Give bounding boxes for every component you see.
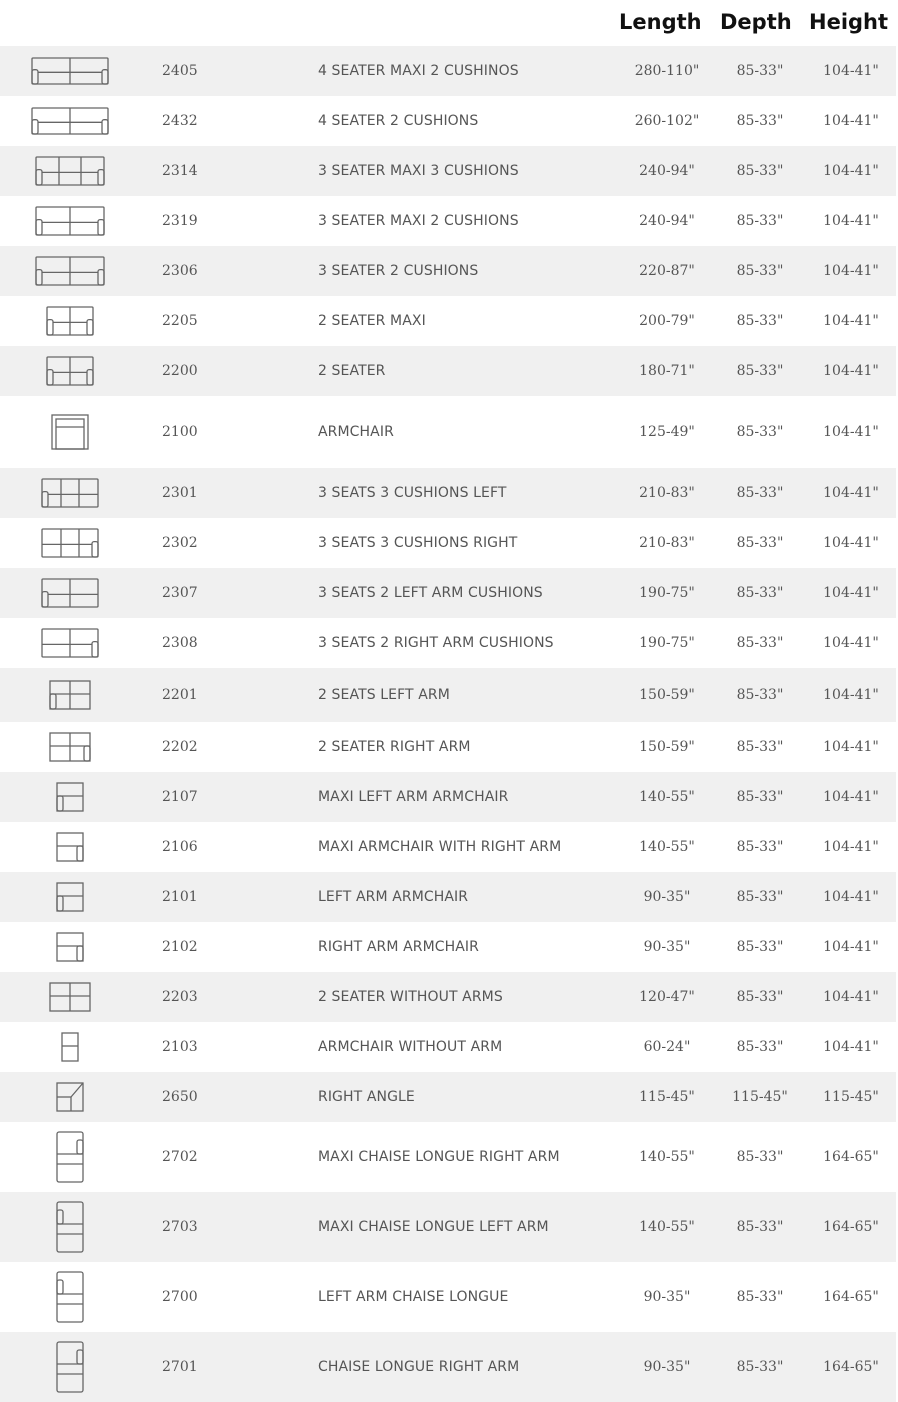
product-code: 2103 bbox=[162, 1039, 198, 1055]
product-name: 4 SEATER 2 CUSHIONS bbox=[318, 113, 479, 129]
chaise-longue-left-arm-icon bbox=[0, 1262, 140, 1332]
sofa-4-seater-2-cushion-icon bbox=[0, 96, 140, 146]
table-row bbox=[0, 872, 896, 922]
depth-cell: 85-33" bbox=[736, 889, 784, 905]
depth-header: Depth bbox=[720, 10, 792, 34]
product-name: ARMCHAIR bbox=[318, 424, 394, 440]
table-row bbox=[0, 1332, 896, 1402]
product-code: 2202 bbox=[162, 739, 198, 755]
height-cell: 104-41" bbox=[823, 585, 879, 601]
product-code: 2101 bbox=[162, 889, 198, 905]
length-cell: 120-47" bbox=[639, 989, 695, 1005]
height-cell: 104-41" bbox=[823, 113, 879, 129]
product-name: MAXI LEFT ARM ARMCHAIR bbox=[318, 789, 509, 805]
product-table bbox=[0, 46, 898, 1402]
sofa-3-seater-2-cushion-icon bbox=[0, 196, 140, 246]
armchair-icon bbox=[0, 396, 140, 468]
length-cell: 150-59" bbox=[639, 687, 695, 703]
two-seats-right-arm-icon bbox=[0, 722, 140, 772]
table-row bbox=[0, 668, 896, 722]
three-seats-2-cushion-right-arm-icon bbox=[0, 618, 140, 668]
height-cell: 104-41" bbox=[823, 989, 879, 1005]
product-name: LEFT ARM CHAISE LONGUE bbox=[318, 1289, 509, 1305]
depth-cell: 85-33" bbox=[736, 939, 784, 955]
product-code: 2314 bbox=[162, 163, 198, 179]
three-seats-left-arm-icon bbox=[0, 468, 140, 518]
product-code: 2201 bbox=[162, 687, 198, 703]
length-cell: 210-83" bbox=[639, 535, 695, 551]
table-row bbox=[0, 922, 896, 972]
depth-cell: 85-33" bbox=[736, 535, 784, 551]
armchair-left-arm-icon bbox=[0, 872, 140, 922]
two-seats-no-arms-icon bbox=[0, 972, 140, 1022]
length-cell: 140-55" bbox=[639, 1219, 695, 1235]
depth-cell: 85-33" bbox=[736, 1219, 784, 1235]
length-cell: 150-59" bbox=[639, 739, 695, 755]
depth-cell: 85-33" bbox=[736, 485, 784, 501]
product-name: 3 SEATS 3 CUSHIONS RIGHT bbox=[318, 535, 518, 551]
product-name: 3 SEATER 2 CUSHIONS bbox=[318, 263, 479, 279]
height-cell: 104-41" bbox=[823, 687, 879, 703]
height-cell: 104-41" bbox=[823, 889, 879, 905]
height-cell: 104-41" bbox=[823, 939, 879, 955]
height-cell: 104-41" bbox=[823, 363, 879, 379]
depth-cell: 85-33" bbox=[736, 1359, 784, 1375]
armchair-right-arm-icon bbox=[0, 922, 140, 972]
table-row bbox=[0, 468, 896, 518]
product-name: MAXI CHAISE LONGUE LEFT ARM bbox=[318, 1219, 549, 1235]
depth-cell: 85-33" bbox=[736, 789, 784, 805]
height-cell: 164-65" bbox=[823, 1359, 879, 1375]
product-name: CHAISE LONGUE RIGHT ARM bbox=[318, 1359, 520, 1375]
table-row bbox=[0, 296, 896, 346]
table-row bbox=[0, 196, 896, 246]
height-cell: 164-65" bbox=[823, 1219, 879, 1235]
depth-cell: 85-33" bbox=[736, 1039, 784, 1055]
depth-cell: 85-33" bbox=[736, 263, 784, 279]
product-name: 3 SEATER MAXI 2 CUSHIONS bbox=[318, 213, 519, 229]
two-seats-left-arm-icon bbox=[0, 668, 140, 722]
depth-cell: 85-33" bbox=[736, 363, 784, 379]
length-cell: 60-24" bbox=[643, 1039, 691, 1055]
depth-cell: 85-33" bbox=[736, 63, 784, 79]
product-code: 2203 bbox=[162, 989, 198, 1005]
length-cell: 140-55" bbox=[639, 839, 695, 855]
depth-cell: 85-33" bbox=[736, 313, 784, 329]
product-code: 2432 bbox=[162, 113, 198, 129]
sofa-3-seater-2-cushion-icon bbox=[0, 246, 140, 296]
product-code: 2306 bbox=[162, 263, 198, 279]
length-cell: 240-94" bbox=[639, 163, 695, 179]
sofa-3-seater-3-cushion-icon bbox=[0, 146, 140, 196]
table-row bbox=[0, 96, 896, 146]
height-cell: 164-65" bbox=[823, 1149, 879, 1165]
product-code: 2200 bbox=[162, 363, 198, 379]
length-cell: 240-94" bbox=[639, 213, 695, 229]
length-cell: 200-79" bbox=[639, 313, 695, 329]
three-seats-2-cushion-left-arm-icon bbox=[0, 568, 140, 618]
length-cell: 190-75" bbox=[639, 635, 695, 651]
table-row bbox=[0, 1192, 896, 1262]
chaise-longue-right-arm-icon bbox=[0, 1332, 140, 1402]
product-name: MAXI ARMCHAIR WITH RIGHT ARM bbox=[318, 839, 562, 855]
length-cell: 210-83" bbox=[639, 485, 695, 501]
product-name: 3 SEATS 3 CUSHIONS LEFT bbox=[318, 485, 507, 501]
product-code: 2701 bbox=[162, 1359, 198, 1375]
table-row bbox=[0, 722, 896, 772]
length-cell: 180-71" bbox=[639, 363, 695, 379]
depth-cell: 85-33" bbox=[736, 687, 784, 703]
depth-cell: 85-33" bbox=[736, 213, 784, 229]
length-cell: 140-55" bbox=[639, 789, 695, 805]
table-row bbox=[0, 822, 896, 872]
table-row bbox=[0, 1122, 896, 1192]
product-code: 2102 bbox=[162, 939, 198, 955]
product-code: 2307 bbox=[162, 585, 198, 601]
height-cell: 104-41" bbox=[823, 635, 879, 651]
product-code: 2205 bbox=[162, 313, 198, 329]
length-cell: 280-110" bbox=[634, 63, 700, 79]
height-header: Height bbox=[809, 10, 889, 34]
depth-cell: 85-33" bbox=[736, 635, 784, 651]
product-code: 2703 bbox=[162, 1219, 198, 1235]
depth-cell: 85-33" bbox=[736, 1149, 784, 1165]
right-angle-corner-icon bbox=[0, 1072, 140, 1122]
height-cell: 104-41" bbox=[823, 789, 879, 805]
product-code: 2100 bbox=[162, 424, 198, 440]
table-row bbox=[0, 1072, 896, 1122]
product-code: 2650 bbox=[162, 1089, 198, 1105]
product-code: 2308 bbox=[162, 635, 198, 651]
product-name: 3 SEATS 2 LEFT ARM CUSHIONS bbox=[318, 585, 543, 601]
table-row bbox=[0, 396, 896, 468]
depth-cell: 85-33" bbox=[736, 163, 784, 179]
product-code: 2301 bbox=[162, 485, 198, 501]
depth-cell: 85-33" bbox=[736, 989, 784, 1005]
product-name: 3 SEATER MAXI 3 CUSHIONS bbox=[318, 163, 519, 179]
product-name: 2 SEATER bbox=[318, 363, 386, 379]
table-row bbox=[0, 246, 896, 296]
product-name: 3 SEATS 2 RIGHT ARM CUSHIONS bbox=[318, 635, 554, 651]
depth-cell: 85-33" bbox=[736, 739, 784, 755]
table-row bbox=[0, 618, 896, 668]
sofa-2-seater-icon bbox=[0, 296, 140, 346]
length-cell: 90-35" bbox=[643, 1359, 691, 1375]
table-row bbox=[0, 518, 896, 568]
height-cell: 104-41" bbox=[823, 313, 879, 329]
table-row bbox=[0, 46, 896, 96]
product-name: RIGHT ARM ARMCHAIR bbox=[318, 939, 479, 955]
length-cell: 125-49" bbox=[639, 424, 695, 440]
length-cell: 90-35" bbox=[643, 889, 691, 905]
table-header bbox=[0, 0, 898, 46]
height-cell: 104-41" bbox=[823, 163, 879, 179]
sofa-2-seater-icon bbox=[0, 346, 140, 396]
product-code: 2700 bbox=[162, 1289, 198, 1305]
armchair-left-arm-icon bbox=[0, 772, 140, 822]
table-row bbox=[0, 972, 896, 1022]
length-cell: 220-87" bbox=[639, 263, 695, 279]
length-cell: 260-102" bbox=[634, 113, 700, 129]
height-cell: 104-41" bbox=[823, 63, 879, 79]
product-name: MAXI CHAISE LONGUE RIGHT ARM bbox=[318, 1149, 560, 1165]
table-row bbox=[0, 346, 896, 396]
length-cell: 140-55" bbox=[639, 1149, 695, 1165]
chaise-longue-right-arm-icon bbox=[0, 1122, 140, 1192]
product-code: 2106 bbox=[162, 839, 198, 855]
height-cell: 104-41" bbox=[823, 1039, 879, 1055]
table-row bbox=[0, 146, 896, 196]
table-row bbox=[0, 568, 896, 618]
armchair-no-arm-icon bbox=[0, 1022, 140, 1072]
height-cell: 104-41" bbox=[823, 839, 879, 855]
table-row bbox=[0, 1022, 896, 1072]
height-cell: 104-41" bbox=[823, 485, 879, 501]
sofa-4-seater-2-cushion-icon bbox=[0, 46, 140, 96]
depth-cell: 115-45" bbox=[732, 1089, 788, 1105]
height-cell: 115-45" bbox=[823, 1089, 879, 1105]
product-name: 2 SEATER WITHOUT ARMS bbox=[318, 989, 503, 1005]
height-cell: 104-41" bbox=[823, 263, 879, 279]
depth-cell: 85-33" bbox=[736, 839, 784, 855]
depth-cell: 85-33" bbox=[736, 424, 784, 440]
length-cell: 115-45" bbox=[639, 1089, 695, 1105]
height-cell: 164-65" bbox=[823, 1289, 879, 1305]
three-seats-right-arm-icon bbox=[0, 518, 140, 568]
length-header: Length bbox=[619, 10, 702, 34]
product-name: LEFT ARM ARMCHAIR bbox=[318, 889, 469, 905]
product-name: 2 SEATER RIGHT ARM bbox=[318, 739, 471, 755]
product-code: 2302 bbox=[162, 535, 198, 551]
chaise-longue-left-arm-icon bbox=[0, 1192, 140, 1262]
product-name: 2 SEATER MAXI bbox=[318, 313, 426, 329]
height-cell: 104-41" bbox=[823, 739, 879, 755]
depth-cell: 85-33" bbox=[736, 113, 784, 129]
product-code: 2405 bbox=[162, 63, 198, 79]
length-cell: 190-75" bbox=[639, 585, 695, 601]
product-name: RIGHT ANGLE bbox=[318, 1089, 415, 1105]
length-cell: 90-35" bbox=[643, 939, 691, 955]
product-code: 2702 bbox=[162, 1149, 198, 1165]
height-cell: 104-41" bbox=[823, 424, 879, 440]
depth-cell: 85-33" bbox=[736, 585, 784, 601]
product-name: 2 SEATS LEFT ARM bbox=[318, 687, 450, 703]
height-cell: 104-41" bbox=[823, 213, 879, 229]
table-row bbox=[0, 1262, 896, 1332]
product-name: ARMCHAIR WITHOUT ARM bbox=[318, 1039, 503, 1055]
product-name: 4 SEATER MAXI 2 CUSHINOS bbox=[318, 63, 519, 79]
armchair-right-arm-icon bbox=[0, 822, 140, 872]
product-code: 2107 bbox=[162, 789, 198, 805]
table-row bbox=[0, 772, 896, 822]
height-cell: 104-41" bbox=[823, 535, 879, 551]
depth-cell: 85-33" bbox=[736, 1289, 784, 1305]
product-code: 2319 bbox=[162, 213, 198, 229]
length-cell: 90-35" bbox=[643, 1289, 691, 1305]
